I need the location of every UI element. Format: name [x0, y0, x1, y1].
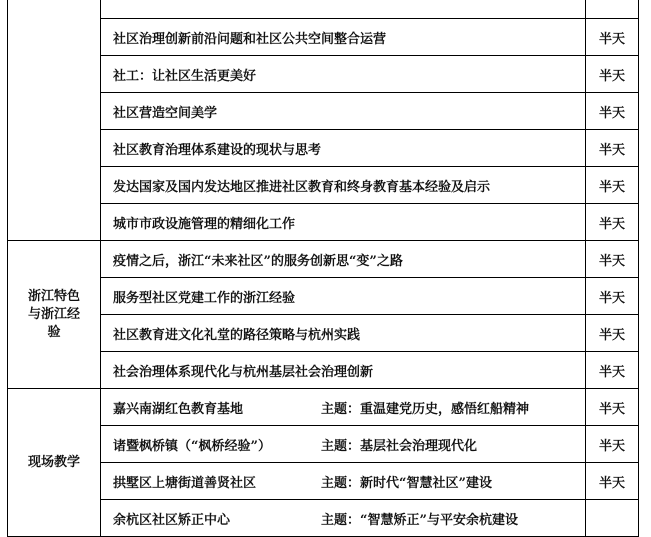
topic-cell — [101, 463, 586, 500]
site-name: 嘉兴南湖红色教育基地 — [113, 401, 244, 417]
table-row — [8, 93, 639, 130]
site-name: 余杭区社区矫正中心 — [113, 512, 231, 528]
duration-cell: 半天 — [586, 56, 639, 93]
duration-cell — [586, 500, 639, 537]
table-row — [8, 0, 639, 19]
topic-cell: 社会治理体系现代化与杭州基层社会治理创新 — [101, 352, 586, 389]
category-cell — [8, 241, 101, 389]
table-row — [8, 167, 639, 204]
table-row — [8, 241, 639, 278]
duration-cell: 半天 — [586, 463, 639, 500]
category-cell: 现场教学 — [8, 389, 101, 537]
topic-cell: 发达国家及国内发达地区推进社区教育和终身教育基本经验及启示 — [101, 167, 586, 204]
duration-cell: 半天 — [586, 241, 639, 278]
site-theme: 主题：新时代“智慧社区”建设 — [321, 475, 492, 491]
course-schedule-table — [7, 0, 639, 537]
topic-cell: 社区教育进文化礼堂的路径策略与杭州实践 — [101, 315, 586, 352]
table-row — [8, 500, 639, 537]
table-row — [8, 315, 639, 352]
duration-cell: 半天 — [586, 315, 639, 352]
topic-cell: 服务型社区党建工作的浙江经验 — [101, 278, 586, 315]
category-label-line: 浙江特色 — [27, 288, 80, 304]
duration-cell — [586, 0, 639, 19]
site-name: 拱墅区上塘街道善贤社区 — [113, 475, 257, 491]
table-row — [8, 389, 639, 426]
table-row — [8, 19, 639, 56]
duration-cell: 半天 — [586, 93, 639, 130]
topic-cell: 社区教育治理体系建设的现状与思考 — [101, 130, 586, 167]
topic-cell — [101, 426, 586, 463]
site-name: 诸暨枫桥镇（“枫桥经验”） — [113, 438, 271, 454]
duration-cell: 半天 — [586, 204, 639, 241]
category-cell — [8, 0, 101, 241]
duration-cell: 半天 — [586, 426, 639, 463]
topic-cell: 社区治理创新前沿问题和社区公共空间整合运营 — [101, 19, 586, 56]
site-theme: 主题：基层社会治理现代化 — [321, 438, 478, 454]
topic-cell: 城市市政设施管理的精细化工作 — [101, 204, 586, 241]
duration-cell: 半天 — [586, 352, 639, 389]
duration-cell: 半天 — [586, 130, 639, 167]
table-row — [8, 204, 639, 241]
site-theme: 主题：“智慧矫正”与平安余杭建设 — [321, 512, 518, 528]
duration-cell: 半天 — [586, 167, 639, 204]
category-label-line: 与浙江经 — [27, 306, 80, 322]
site-theme: 主题：重温建党历史，感悟红船精神 — [321, 401, 530, 417]
duration-cell: 半天 — [586, 19, 639, 56]
table-row — [8, 352, 639, 389]
duration-cell: 半天 — [586, 389, 639, 426]
table-row — [8, 56, 639, 93]
table-row — [8, 463, 639, 500]
topic-cell — [101, 0, 586, 19]
duration-cell: 半天 — [586, 278, 639, 315]
table-row — [8, 426, 639, 463]
table-row — [8, 130, 639, 167]
topic-cell: 社工：让社区生活更美好 — [101, 56, 586, 93]
topic-cell — [101, 500, 586, 537]
table-row — [8, 278, 639, 315]
category-label-line: 验 — [47, 324, 61, 340]
topic-cell — [101, 389, 586, 426]
topic-cell: 社区营造空间美学 — [101, 93, 586, 130]
topic-cell: 疫情之后，浙江“未来社区”的服务创新思“变”之路 — [101, 241, 586, 278]
